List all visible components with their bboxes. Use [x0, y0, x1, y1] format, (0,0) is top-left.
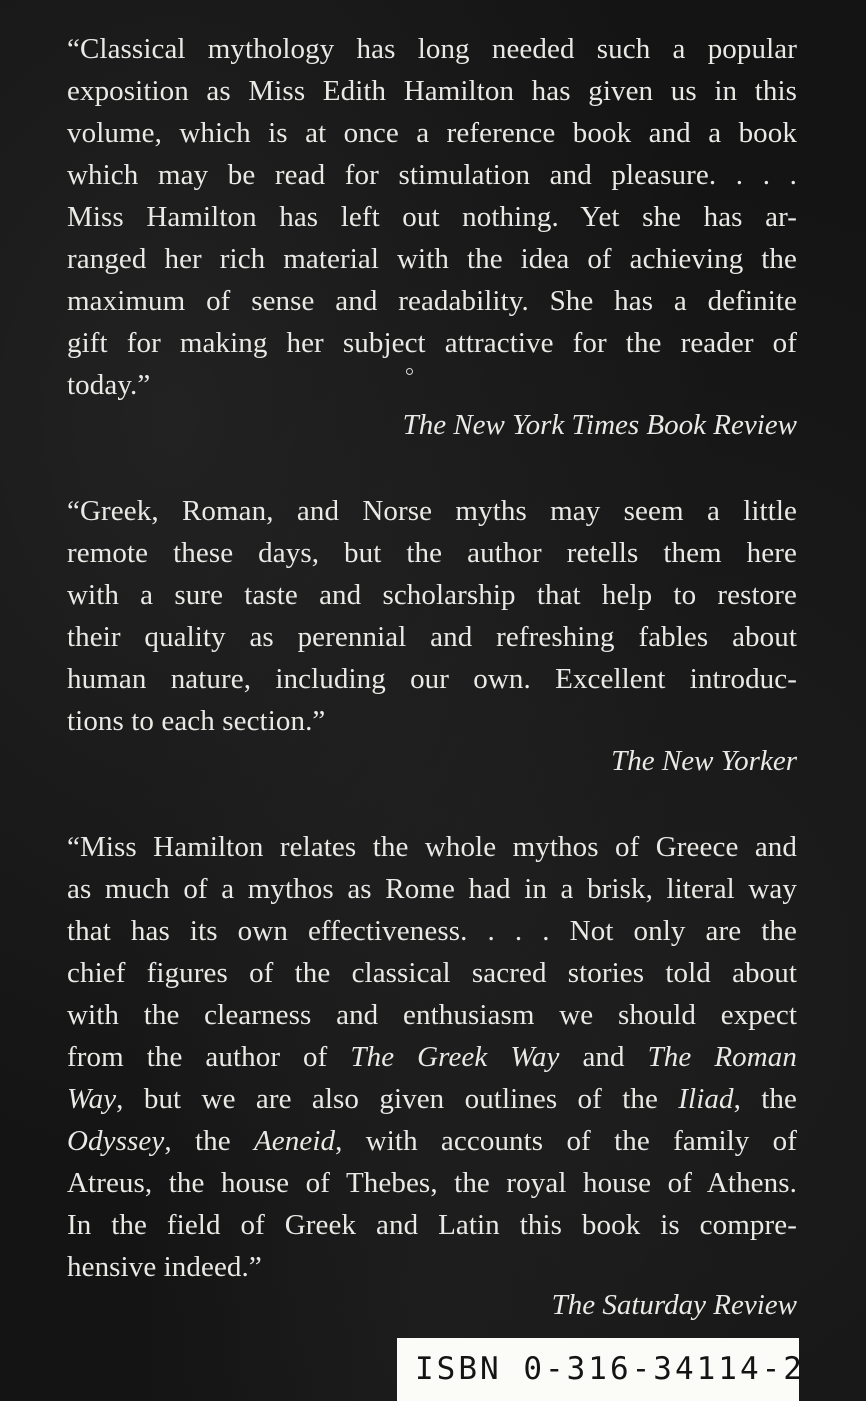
quote-line: their quality as perennial and refreshing fables about [67, 621, 797, 653]
book-title-roman-way-cont: Way [67, 1083, 117, 1115]
quote-line: volume, which is at once a reference book and a book [67, 117, 797, 149]
quote-line: Atreus, the house of Thebes, the royal house of Athens. [67, 1167, 797, 1199]
quote-line: hensive indeed.” [67, 1251, 262, 1283]
quote-line: tions to each section.” [67, 705, 326, 737]
quote-line: as much of a mythos as Rome had in a brisk, literal way [67, 873, 797, 905]
review-quote-new-yorker [67, 490, 797, 742]
review-quote-nyt [67, 28, 797, 406]
review-source-new-yorker: The New Yorker [611, 745, 797, 777]
quote-line: “Classical mythology has long needed such a popular [67, 33, 797, 65]
quote-line: today.” [67, 369, 151, 401]
quote-line: ranged her rich material with the idea of achieving the [67, 243, 797, 275]
text-run: , but we are also given outlines of the [116, 1083, 679, 1115]
quote-line: remote these days, but the author retells them here [67, 537, 797, 569]
quote-line: In the field of Greek and Latin this book is compre- [67, 1209, 797, 1241]
quote-line: maximum of sense and readability. She has a definite [67, 285, 797, 317]
text-run: and [559, 1041, 648, 1073]
quote-line: which may be read for stimulation and pleasure. . . . [67, 159, 797, 191]
work-title-aeneid: Aeneid [253, 1125, 336, 1157]
isbn-number: ISBN 0-316-34114-2 [415, 1351, 805, 1387]
work-title-odyssey: Odyssey [67, 1125, 165, 1157]
quote-line: Miss Hamilton has left out nothing. Yet she has ar- [67, 201, 797, 233]
quote-line: that has its own effectiveness. . . . Not only are the [67, 915, 797, 947]
review-source-nyt: The New York Times Book Review [402, 409, 797, 441]
text-run: , the [733, 1083, 797, 1115]
review-quote-saturday-review [67, 826, 797, 1288]
book-title-greek-way: The Greek Way [350, 1041, 560, 1073]
work-title-iliad: Iliad [678, 1083, 734, 1115]
quote-line: exposition as Miss Edith Hamilton has given us in this [67, 75, 797, 107]
review-source-saturday-review: The Saturday Review [551, 1289, 797, 1321]
quote-line [67, 1078, 797, 1120]
quote-line: with the clearness and enthusiasm we should expect [67, 999, 797, 1031]
quote-line: “Greek, Roman, and Norse myths may seem a little [67, 495, 797, 527]
quote-line [67, 1120, 797, 1162]
text-run: , with accounts of the family of [335, 1125, 797, 1157]
book-title-roman-way: The Roman [647, 1041, 797, 1073]
isbn-label [397, 1338, 805, 1401]
quote-line: with a sure taste and scholarship that help to restore [67, 579, 797, 611]
text-run: , the [164, 1125, 254, 1157]
quote-line [67, 1036, 797, 1078]
quote-line: gift for making her subject attractive for the reader of [67, 327, 797, 359]
quote-line: human nature, including our own. Excellent introduc- [67, 663, 797, 695]
quote-line: chief figures of the classical sacred stories told about [67, 957, 797, 989]
quote-line: “Miss Hamilton relates the whole mythos of Greece and [67, 831, 797, 863]
text-run: from the author of [67, 1041, 351, 1073]
